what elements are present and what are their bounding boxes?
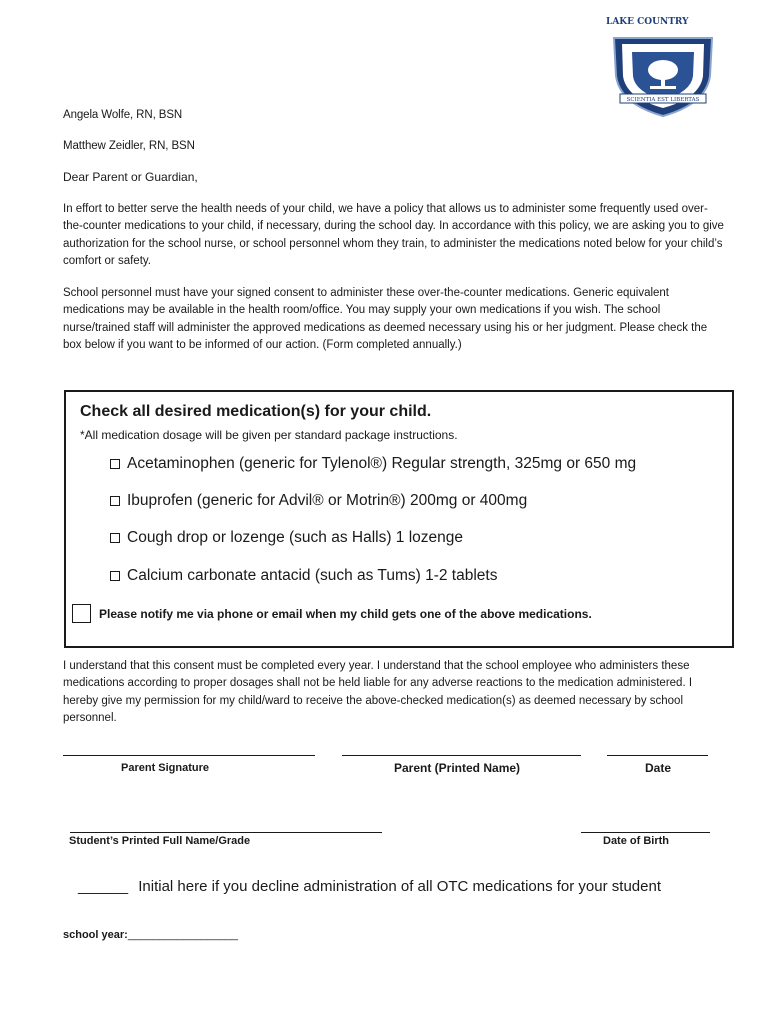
medication-option-acetaminophen[interactable] bbox=[110, 455, 636, 473]
medication-label: Cough drop or lozenge (such as Halls) 1 lozenge bbox=[127, 529, 464, 546]
initials-blank[interactable]: ______ bbox=[78, 878, 129, 895]
annual-consent-paragraph: I understand that this consent must be completed every year. I understand that the school employee who administers these medications according to proper dosages shall not be held liable for any adverse reactions to the medication administered. I hereby give my permission for my child/ward to receive the above-checked medication(s) as deemed necessary by school personnel. bbox=[63, 660, 693, 724]
student-name-line[interactable] bbox=[70, 832, 382, 833]
dosage-note: *All medication dosage will be given per standard package instructions. bbox=[80, 428, 458, 442]
decline-text: Initial here if you decline administration of all OTC medications for your student bbox=[138, 878, 661, 895]
school-crest-logo bbox=[606, 17, 720, 118]
parent-signature-label: Parent Signature bbox=[121, 762, 210, 774]
medication-option-ibuprofen[interactable] bbox=[110, 492, 527, 510]
crest-motto: SCIENTIA EST LIBERTAS bbox=[626, 97, 700, 103]
school-year-blank[interactable]: __________________ bbox=[127, 929, 238, 941]
medication-option-antacid[interactable] bbox=[110, 567, 497, 585]
school-year-label: school year: bbox=[63, 929, 128, 941]
student-name-label: Student’s Printed Full Name/Grade bbox=[69, 835, 251, 847]
nurse-name-2: Matthew Zeidler, RN, BSN bbox=[63, 140, 195, 152]
crest-top-text: LAKE COUNTRY bbox=[606, 17, 689, 27]
medication-label: Calcium carbonate antacid (such as Tums) 1-2 tablets bbox=[127, 567, 498, 584]
checkbox[interactable] bbox=[110, 571, 120, 581]
date-line[interactable] bbox=[607, 755, 708, 756]
checkbox[interactable] bbox=[110, 459, 120, 469]
medication-label: Ibuprofen (generic for Advil® or Motrin®) 200mg or 400mg bbox=[127, 492, 528, 509]
checkbox[interactable] bbox=[110, 533, 120, 543]
medication-label: Acetaminophen (generic for Tylenol®) Regular strength, 325mg or 650 mg bbox=[127, 455, 637, 472]
date-of-birth-label: Date of Birth bbox=[603, 835, 669, 847]
parent-signature-line[interactable] bbox=[63, 755, 315, 756]
medication-box-title: Check all desired medication(s) for your child. bbox=[80, 403, 432, 420]
decline-initials-row[interactable] bbox=[78, 878, 661, 895]
medication-option-cough-drop[interactable] bbox=[110, 529, 463, 547]
nurse-name-1: Angela Wolfe, RN, BSN bbox=[63, 109, 183, 121]
date-of-birth-line[interactable] bbox=[581, 832, 710, 833]
consent-requirement-paragraph: School personnel must have your signed consent to administer these over-the-counter medications. Generic equivalent medications may be available in the health room/office. You may supply your own medications if you wish. The school nurse/trained staff will administer the approved medications as deemed necessary using his or her judgment. Please check the box below if you want to be informed of our action. (Form completed annually.) bbox=[63, 287, 708, 351]
parent-printed-name-label: Parent (Printed Name) bbox=[394, 761, 521, 775]
salutation: Dear Parent or Guardian, bbox=[63, 170, 198, 184]
checkbox[interactable] bbox=[110, 496, 120, 506]
notify-label: Please notify me via phone or email when my child gets one of the above medications. bbox=[99, 607, 592, 621]
date-label: Date bbox=[645, 761, 672, 775]
parent-printed-name-line[interactable] bbox=[342, 755, 581, 756]
notify-checkbox[interactable] bbox=[72, 604, 91, 623]
intro-paragraph: In effort to better serve the health needs of your child, we have a policy that allows us to administer some frequently used over-the-counter medications to your child, if necessary, during the school day. In accordance with this policy, we are asking you to give authorization for the school nurse, or school personnel whom they train, to administer the medications noted below for your child’s comfort or safety. bbox=[63, 203, 724, 267]
school-year-row[interactable] bbox=[63, 929, 238, 941]
